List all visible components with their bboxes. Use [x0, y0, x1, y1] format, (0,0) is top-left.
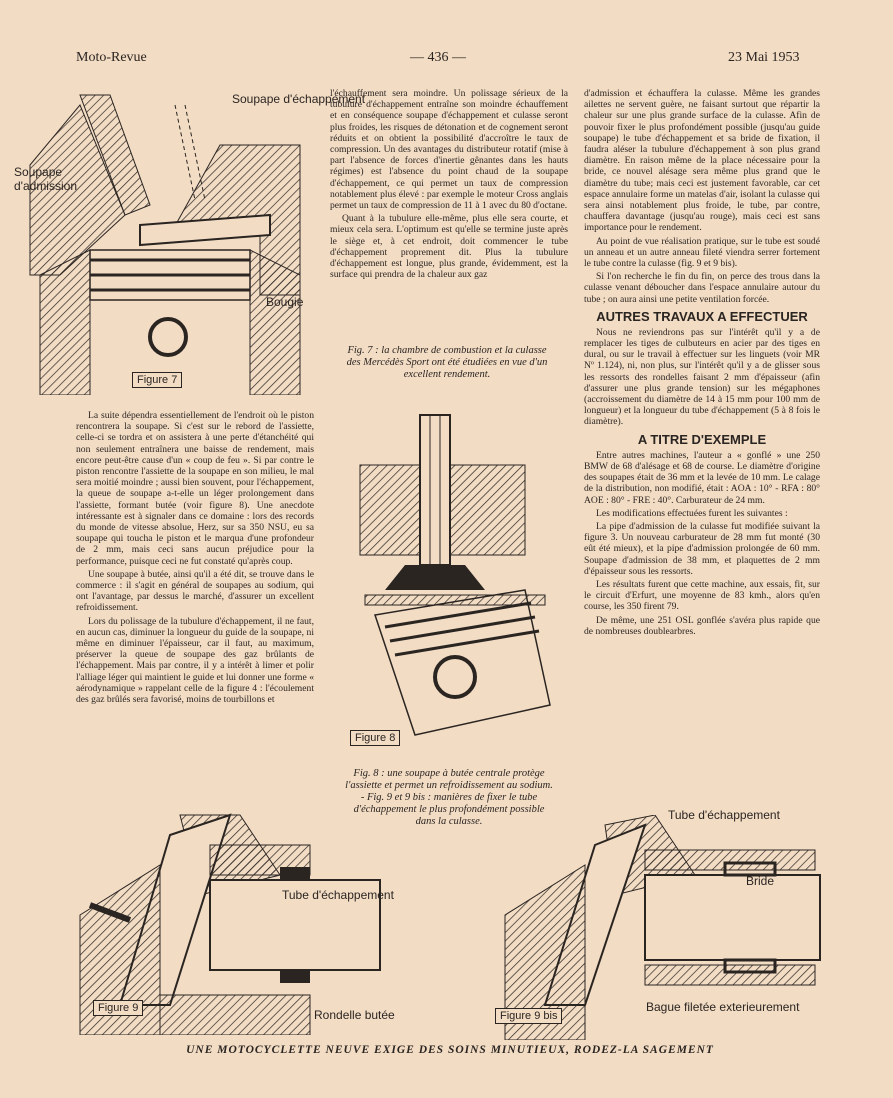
paragraph: Quant à la tubulure elle-même, plus elle sera courte, et mieux cela sera. L'optimum est qu'elle se termine juste après le siège et, à cet endroit, doit commencer le tube d'échappement proprement dit. Plus la tubulure d'échappement est longue, plus grande, évidemment, est la surface qui prendra de la chaleur aux gaz — [330, 213, 568, 281]
paragraph: Lors du polissage de la tubulure d'échappement, il ne faut, en aucun cas, diminuer la longueur du guide de la soupape, ni même en diminuer l'épaisseur, car il faut, au maximum, préserver la queue de soupape des gaz brûlants de l'échappement. Mais par contre, il y a intérêt à limer et polir l'alliage léger qui maintient le guide et lui donner une forme « aérodynamique » rappelant celle de la figure 4 : l'écoulement des gaz brûlés sera favorisé, moins de tourbillons et — [76, 615, 314, 706]
column-2 — [330, 88, 568, 282]
figure-7-label: Figure 7 — [132, 372, 182, 388]
section-heading-autres-travaux: AUTRES TRAVAUX A EFFECTUER — [596, 308, 808, 324]
paragraph: Au point de vue réalisation pratique, sur le tube est soudé un anneau et un autre anneau fileté viendra serrer fortement le tube contre la culasse (fig. 9 et 9 bis). — [584, 235, 820, 270]
paragraph: Une soupape à butée, ainsi qu'il a été dit, se trouve dans le commerce : il s'agit en général de soupapes au sodium, qui ont l'avantage, par dessus le marché, d'assurer un excellent refroidissement. — [76, 568, 314, 614]
paragraph: l'échauffement sera moindre. Un polissage sérieux de la tubulure d'échappement entraîne son moindre échauffement et en conséquence soupape d'échappement et culasse seront plus froides, les risques de détonation et de cognement seront réduits et on obtient la possibilité d'accroître le taux de compression. Un des avantages du distributeur rotatif (mise à part l'absence de forces d'inertie gênantes dans les hauts régimes) est l'absence du point chaud de la soupape d'échappement, ce qui permet un taux de compression notablement plus élevé : par exemple le moteur Cross anglais permet un taux de compression de 11 à 1 avec du 80 d'octane. — [330, 88, 568, 212]
paragraph: Entre autres machines, l'auteur a « gonflé » une 250 BMW de 68 d'alésage et 68 de course. Le diamètre d'origine des soupapes était de 36 mm et la levée de 10 mm. Le calage de la distribution, non modifié, était : AOA : 10° - RFA : 80° AOE : 80° - FRE : 40°. Carburateur de 24 mm. — [584, 449, 820, 506]
column-1 — [76, 410, 314, 707]
paragraph: Si l'on recherche le fin du fin, on perce des trous dans la culasse venant déboucher dans l'espace annulaire autour du tube ; on aura ainsi une petite ventilation forcée. — [584, 271, 820, 305]
paragraph: Les résultats furent que cette machine, aux essais, fit, sur le circuit d'Erfurt, une moyenne de 83 kmh., alors qu'en course, les 350 firent 79. — [584, 578, 820, 613]
paragraph: La pipe d'admission de la culasse fut modifiée suivant la figure 3. Un nouveau carburateur de 28 mm fut monté (30 eût été mieux), et la pipe d'admission prolongée de 60 mm. Soupape d'admission de 38 mm, et plaquettes de 2 mm d'épaisseur sous les ressorts. — [584, 520, 820, 577]
fig9bis-label-bague: Bague filetée exterieurement — [646, 1000, 800, 1014]
page-number: — 436 — — [410, 50, 466, 65]
figure-8-label: Figure 8 — [350, 730, 400, 746]
figure-9-bis-label: Figure 9 bis — [495, 1008, 562, 1024]
section-heading-exemple: A TITRE D'EXEMPLE — [637, 431, 767, 447]
fig9bis-label-bride: Bride — [746, 874, 775, 888]
footer-slogan: UNE MOTOCYCLETTE NEUVE EXIGE DES SOINS MINUTIEUX, RODEZ-LA SAGEMENT — [186, 1044, 714, 1056]
label-bougie: Bougie — [266, 295, 304, 309]
issue-date: 23 Mai 1953 — [728, 50, 800, 65]
paragraph: De même, une 251 OSL gonflée s'avéra plus rapide que de nombreuses doublearbres. — [584, 614, 820, 637]
figure-8-drawing — [345, 405, 560, 750]
fig9bis-label-tube: Tube d'échappement — [668, 808, 780, 822]
label-soupape-admission: Soupape d'admission — [14, 165, 77, 193]
figure-7-caption: Fig. 7 : la chambre de combustion et la culasse des Mercédès Sport ont été étudiées en vue d'un excellent rendement. — [346, 345, 548, 380]
fig9-label-tube: Tube d'échappement — [282, 888, 394, 902]
column-3 — [584, 88, 820, 639]
paragraph: La suite dépendra essentiellement de l'endroit où le piston rencontrera la soupape. Si c'est sur le rebord de l'assiette, celle-ci se tordra et on assistera à une perte d'étanchéité qui non seulement entraînera une baisse de rendement, mais encore peut-être cause d'un « coup de feu ». Si par contre le piston rencontre l'assiette de la soupape en son milieu, le mal sera moitié moindre ; aussi bien souvent, pour l'échappement, la queue de soupape a-t-elle un léger prolongement dans l'assiette, formant butée (voir figure 8). Une anecdote intéressante est à signaler dans ce domaine : lors des records du monde de vitesse absolue, Herz, sur sa 350 NSU, eu sa soupape qui toucha le piston et le marqua d'une profondeur de 2 mm, mais ceci sans aucun préjudice pour la performance, puisque ceci ne fut constaté qu'après coup. — [76, 410, 314, 567]
figure-9-label: Figure 9 — [93, 1000, 143, 1016]
figure-7-drawing — [20, 85, 320, 395]
magazine-title: Moto-Revue — [76, 50, 147, 65]
fig9-label-rondelle: Rondelle butée — [314, 1008, 395, 1022]
paragraph: d'admission et échauffera la culasse. Même les grandes ailettes ne servent guère, ne faisant surtout que répartir la chaleur sur une plus grande surface de la culasse. Afin de pouvoir fixer le plus profondément possible (jusqu'au guide soupape) le tube d'échappement et sa bride de fixation, il faudra aléser la tubulure d'échappement à son plus grand diamètre. En raison même de la place nécessaire pour la bride, ce nouvel alésage sera même plus grand que le diamètre du tube; mais ceci est justement favorable, car cet espace annulaire forme un matelas d'air, isolant la culasse qui sera ainsi notablement plus froide, le tube, par contre, chauffera davantage (jusqu'au rouge), mais ceci est sans importance pour le rendement. — [584, 88, 820, 234]
figure-8-caption: Fig. 8 : une soupape à butée centrale protège l'assiette et permet un refroidissement au sodium. - Fig. 9 et 9 bis : manières de fixer le tube d'échappement le plus profondément possible dans la culasse. — [345, 768, 553, 827]
paragraph: Les modifications effectuées furent les suivantes : — [596, 507, 788, 519]
label-soupape-echappement: Soupape d'échappement — [232, 92, 366, 106]
paragraph: Nous ne reviendrons pas sur l'intérêt qu'il y a de remplacer les tiges de culbuteurs en acier par des tiges en dural, ou sur le travail à effectuer sur les linguets (voir MR Nº 1.124), ni, non plus, sur l'intérêt qu'il y a de glisser sous les ressorts des rondelles faisant 2 mm d'épaisseur (afin d'assurer une plus grande tension) sur les mégaphones (accroissement du diamètre de 14 à 15 mm pour 100 mm de longueur) et la longueur du tube d'échappement (5 à 8 fois le diamètre). — [584, 326, 820, 428]
